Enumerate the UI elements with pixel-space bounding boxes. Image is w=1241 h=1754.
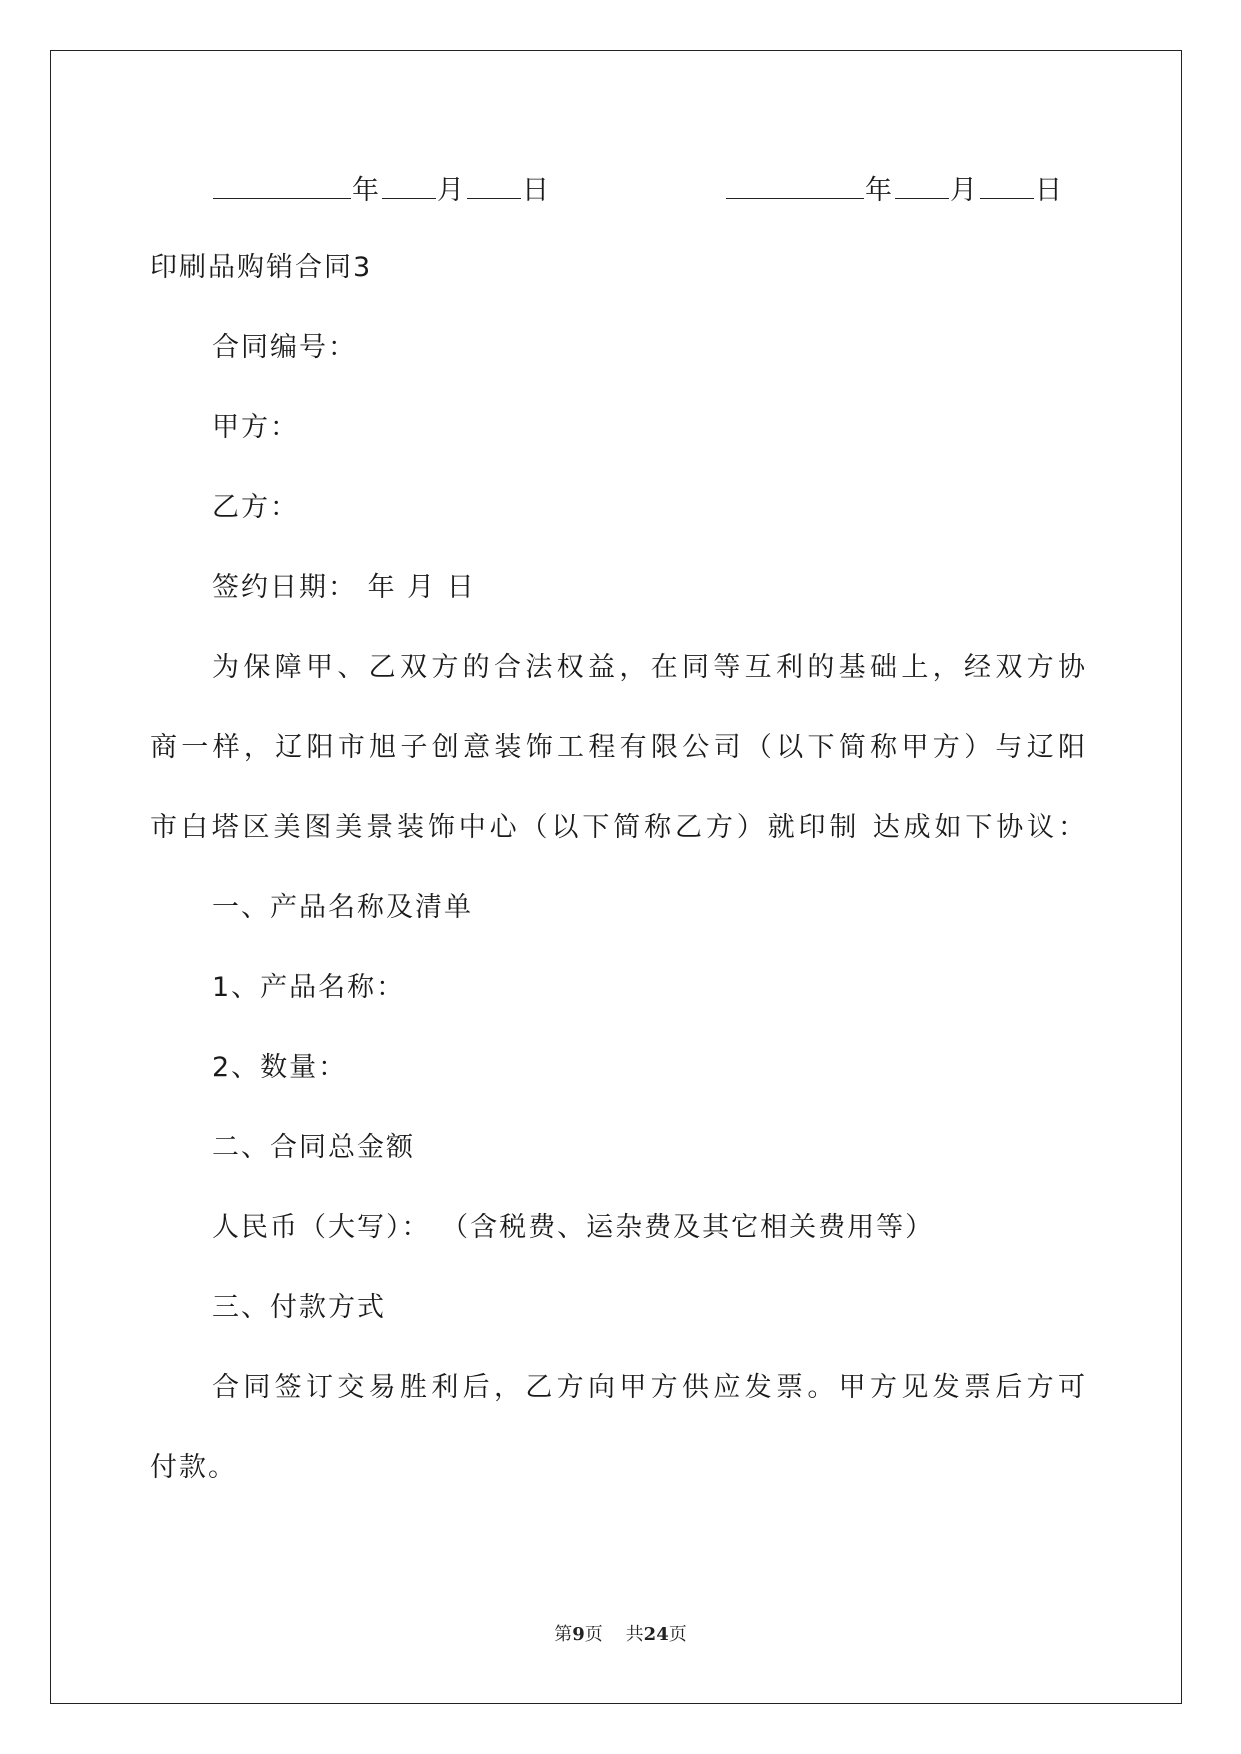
date-right [725,172,1064,209]
page-footer [0,1620,1241,1646]
day-label: 日 [522,175,551,206]
contract-number-label: 合同编号： [212,332,357,363]
section3-heading: 三、付款方式 [212,1292,386,1323]
year-blank[interactable] [213,172,351,199]
day-blank[interactable] [467,172,521,199]
footer-total-prefix: 共 [625,1624,644,1645]
rmb-amount-line: 人民币（大写）： （含税费、运杂费及其它相关费用等） [212,1212,935,1243]
month-blank[interactable] [382,172,436,199]
party-b-label: 乙方： [212,492,299,523]
year-blank[interactable] [726,172,864,199]
product-name-label: 1、产品名称： [212,972,406,1003]
current-page-number: 9 [572,1624,585,1645]
party-a-label: 甲方： [212,412,299,443]
intro-line-3: 市白塔区美图美景装饰中心（以下简称乙方）就印制 达成如下协议： [150,812,1085,843]
date-left [212,172,551,209]
footer-page-word: 页 [584,1624,603,1645]
month-label: 月 [437,175,466,206]
sign-date-label: 签约日期： 年 月 日 [212,572,476,603]
footer-total-suffix: 页 [668,1624,687,1645]
year-label: 年 [352,175,381,206]
section2-heading: 二、合同总金额 [212,1132,415,1163]
month-blank[interactable] [895,172,949,199]
footer-prefix: 第 [554,1624,573,1645]
day-label: 日 [1035,175,1064,206]
payment-line-2: 付款。 [150,1452,237,1483]
intro-line-2: 商一样，辽阳市旭子创意装饰工程有限公司（以下简称甲方）与辽阳 [150,732,1085,763]
month-label: 月 [950,175,979,206]
day-blank[interactable] [980,172,1034,199]
total-pages-number: 24 [643,1624,669,1645]
section1-heading: 一、产品名称及清单 [212,892,473,923]
payment-line-1: 合同签订交易胜利后，乙方向甲方供应发票。甲方见发票后方可 [212,1372,1085,1403]
year-label: 年 [865,175,894,206]
intro-line-1: 为保障甲、乙双方的合法权益，在同等互利的基础上，经双方协 [212,652,1085,683]
quantity-label: 2、数量： [212,1052,348,1083]
document-title: 印刷品购销合同3 [150,252,373,283]
